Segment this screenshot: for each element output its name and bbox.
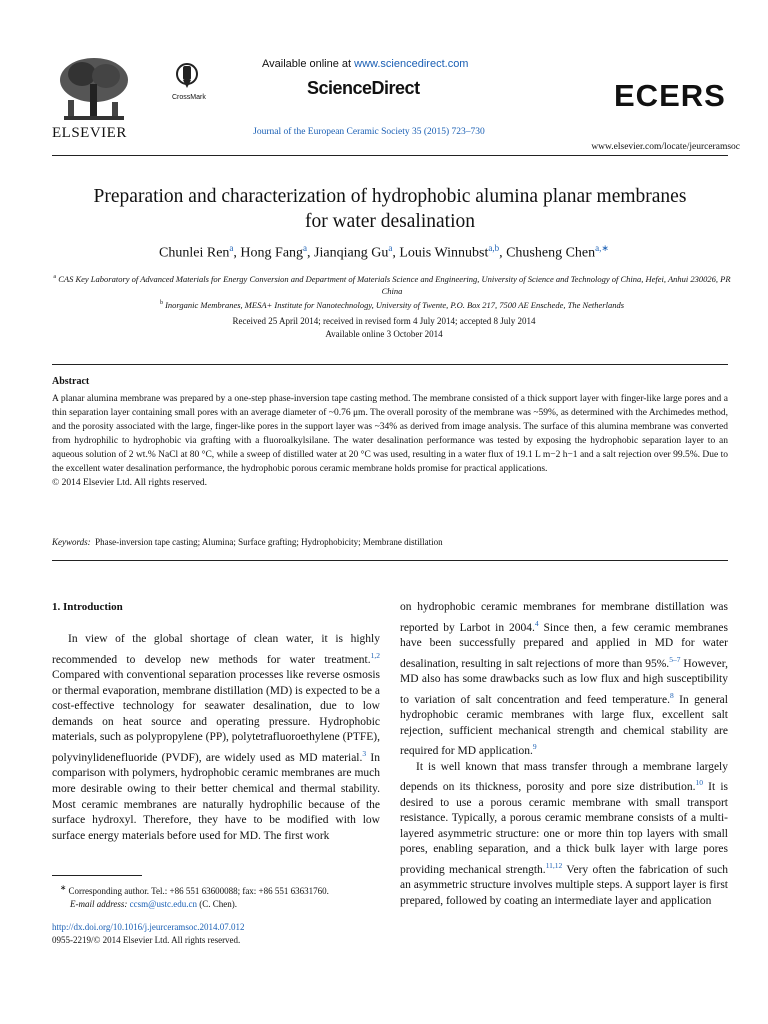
email-suffix: (C. Chen).	[196, 898, 237, 909]
keywords-label: Keywords:	[52, 537, 91, 547]
citation-ref[interactable]: 3	[362, 748, 367, 758]
citation-ref[interactable]: 10	[695, 778, 703, 788]
right-paragraph-1	[400, 600, 728, 760]
affiliation-a: $^a$ CAS Key Laboratory of Advanced Materials for Energy Conversion and Department of Materials Science and Engineering, University of Science and Technology of China, Hefei, Anhui 230026, PR China	[53, 273, 731, 296]
abstract-heading: Abstract	[52, 376, 90, 387]
title-line-2: for water desalination	[304, 211, 475, 232]
author-name[interactable]: Chusheng Chen	[506, 245, 596, 261]
citation-ref[interactable]: 8	[670, 690, 674, 700]
left-column	[52, 632, 380, 844]
author-list: Chunlei Ren$^a$, Hong Fang$^a$, Jianqiang Gu$^a$, Louis Winnubst$^{a,b}$, Chusheng Chen$^{a,∗}$	[159, 243, 609, 261]
intro-paragraph-1	[52, 632, 380, 844]
ecers-logo: ECERS	[614, 78, 726, 113]
journal-url[interactable]: www.elsevier.com/locate/jeurceramsoc	[591, 142, 740, 152]
abstract-body: A planar alumina membrane was prepared by a one-step phase-inversion tape casting method. The membrane consisted of a thick support layer with finger-like large pores and a thin separation layer containing small pores with an average diameter of ~0.76 μm. The overall porosity of the membrane was ~59%, as determined with the Archimedes method, and the porosity associated with the large, finger-like pores in the support layer was ~34% as derived from image analysis. The surface of this alumina membrane was converted from hydrophilic to hydrophobic via grafting with a fluoroalkylsilane. The water desalination performance was tested by exposing the hydrophobic separation layer to an aqueous solution of 2 wt.% NaCl at 80 °C, while a sweep of distilled water at 20 °C was used, resulting in a water flux of 19.1 L m−2 h−1 and a salt rejection over 99.5%. Due to the excellent water desalination performance, the hydrophobic porous ceramic membrane holds promise for practical applications.	[52, 394, 728, 474]
text-run: In comparison with polymers, hydrophobic ceramic membranes are much more desirable owing to their better chemical and thermal stability. Most ceramic membranes are naturally hydrophilic because of the surface hydroxyl. Therefore, they have to be modified with low surface energy materials before used for MD. The first work	[52, 751, 380, 842]
email-line	[60, 898, 329, 911]
online-date: Available online 3 October 2014	[325, 329, 443, 339]
doi-block	[52, 921, 245, 946]
citation-ref[interactable]: 5–7	[669, 654, 681, 664]
abstract-copyright: © 2014 Elsevier Ltd. All rights reserved.	[52, 478, 207, 488]
received-dates: Received 25 April 2014; received in revised form 4 July 2014; accepted 8 July 2014	[232, 316, 536, 326]
author-affiliation: a	[303, 243, 308, 253]
corresponding-line	[60, 882, 329, 898]
text-run: on hydrophobic ceramic membranes for membrane distillation was reported by Larbot in 2004.	[400, 601, 728, 634]
author-name[interactable]: Hong Fang	[240, 245, 304, 261]
paper-title	[40, 184, 740, 234]
footnote-rule	[52, 875, 142, 876]
text-run: However, MD also has some drawbacks such as low flux and high susceptibility to variation of salt concentration and feed temperature.	[400, 657, 728, 706]
elsevier-tree-logo	[54, 56, 134, 124]
title-line-1: Preparation and characterization of hydrophobic alumina planar membranes	[93, 186, 687, 207]
author-affiliation: a,∗	[595, 243, 609, 253]
affiliation-b: $^b$ Inorganic Membranes, MESA+ Institute for Nanotechnology, University of Twente, P.O. Box 217, 7500 AE Enschede, The Netherlands	[159, 299, 625, 310]
author-name[interactable]: Jianqiang Gu	[314, 245, 389, 261]
affiliation-b-text: Inorganic Membranes, MESA+ Institute for Nanotechnology, University of Twente, P.O. Box 217, 7500 AE Enschede, The Netherlands	[165, 299, 625, 310]
abstract-bottom-rule	[52, 560, 728, 561]
citation-ref[interactable]: 1,2	[370, 650, 380, 660]
sciencedirect-logo: ScienceDirect	[307, 78, 420, 98]
available-online-line	[262, 58, 468, 70]
citation-ref[interactable]: 4	[534, 618, 539, 628]
footnote-mark: ∗	[60, 883, 67, 892]
right-paragraph-2	[400, 760, 728, 910]
crossmark-icon[interactable]	[176, 60, 198, 92]
author-affiliation: a	[229, 243, 234, 253]
doi-link[interactable]: http://dx.doi.org/10.1016/j.jeurceramsoc.2014.07.012	[52, 922, 245, 932]
text-run: In view of the global shortage of clean water, it is highly recommended to develop new methods for water treatment.	[52, 633, 380, 666]
journal-citation[interactable]: Journal of the European Ceramic Society 35 (2015) 723–730	[253, 127, 485, 137]
text-run: It is well known that mass transfer through a membrane largely depends on its thickness, porosity and pore size distribution.	[400, 760, 728, 794]
sciencedirect-link[interactable]: www.sciencedirect.com	[354, 58, 469, 70]
issn-line: 0955-2219/© 2014 Elsevier Ltd. All rights reserved.	[52, 934, 241, 945]
citation-ref[interactable]: 9	[532, 742, 537, 752]
author-affiliation: a	[388, 243, 393, 253]
text-run: Very often the fabrication of such an asymmetric structure involves multiple steps. A support layer is first prepared, followed by coating an intermediate layer and application	[400, 863, 728, 908]
abstract-text	[52, 392, 728, 490]
corresponding-footnote	[60, 882, 329, 910]
abstract-top-rule	[52, 364, 728, 365]
section-heading: 1. Introduction	[52, 601, 123, 613]
affiliation-a-text: CAS Key Laboratory of Advanced Materials for Energy Conversion and Department of Materials Science and Engineering, University of Science and Technology of China, Hefei, Anhui 230026, PR China	[58, 273, 731, 296]
corresponding-text: Corresponding author. Tel.: +86 551 63600088; fax: +86 551 63631760.	[68, 886, 329, 896]
text-run: In general hydrophobic ceramic membranes with large flux, excellent salt rejection, sufficient mechanical strength and chemical stability are required for MD application.	[400, 693, 728, 758]
crossmark-label: CrossMark	[172, 94, 206, 101]
article-dates	[0, 315, 768, 341]
author-name[interactable]: Louis Winnubst	[399, 245, 489, 261]
text-run: Since then, a few ceramic membranes have been successfully prepared and applied in MD for water desalination, resulting in salt rejections of more than 95%.	[400, 621, 728, 670]
text-run: It is desired to use a porous ceramic membrane with small transport resistance. Typically, a porous ceramic membrane consists of a multi-layered asymmetric structure: one or more thin top layers with small pores, enabling separation, and a thick bulk layer with large pores providing mechanical strength.	[400, 781, 728, 876]
publisher-logo-text: ELSEVIER	[52, 125, 127, 141]
right-column	[400, 600, 728, 910]
text-run: Compared with conventional separation processes like reverse osmosis or thermal evaporation, membrane distillation (MD) is expected to be a cost-effective technology for seawater desalination, due to low demands on heat source and operating pressure. Hydrophobic materials, such as polypropylene (PP), polytetrafluoroethylene (PTFE), polyvinylidenefluoride (PVDF), are widely used as MD material.	[52, 669, 380, 764]
header-rule	[52, 155, 728, 156]
author-affiliation: a,b	[488, 243, 500, 253]
email-label: E-mail address:	[70, 898, 128, 909]
citation-ref[interactable]: 11,12	[545, 861, 563, 871]
keywords-list: Phase-inversion tape casting; Alumina; Surface grafting; Hydrophobicity; Membrane distillation	[95, 537, 443, 547]
available-prefix: Available online at	[262, 58, 355, 70]
author-name[interactable]: Chunlei Ren	[159, 245, 230, 261]
email-link[interactable]: ccsm@ustc.edu.cn	[129, 898, 197, 909]
keywords	[52, 537, 443, 547]
